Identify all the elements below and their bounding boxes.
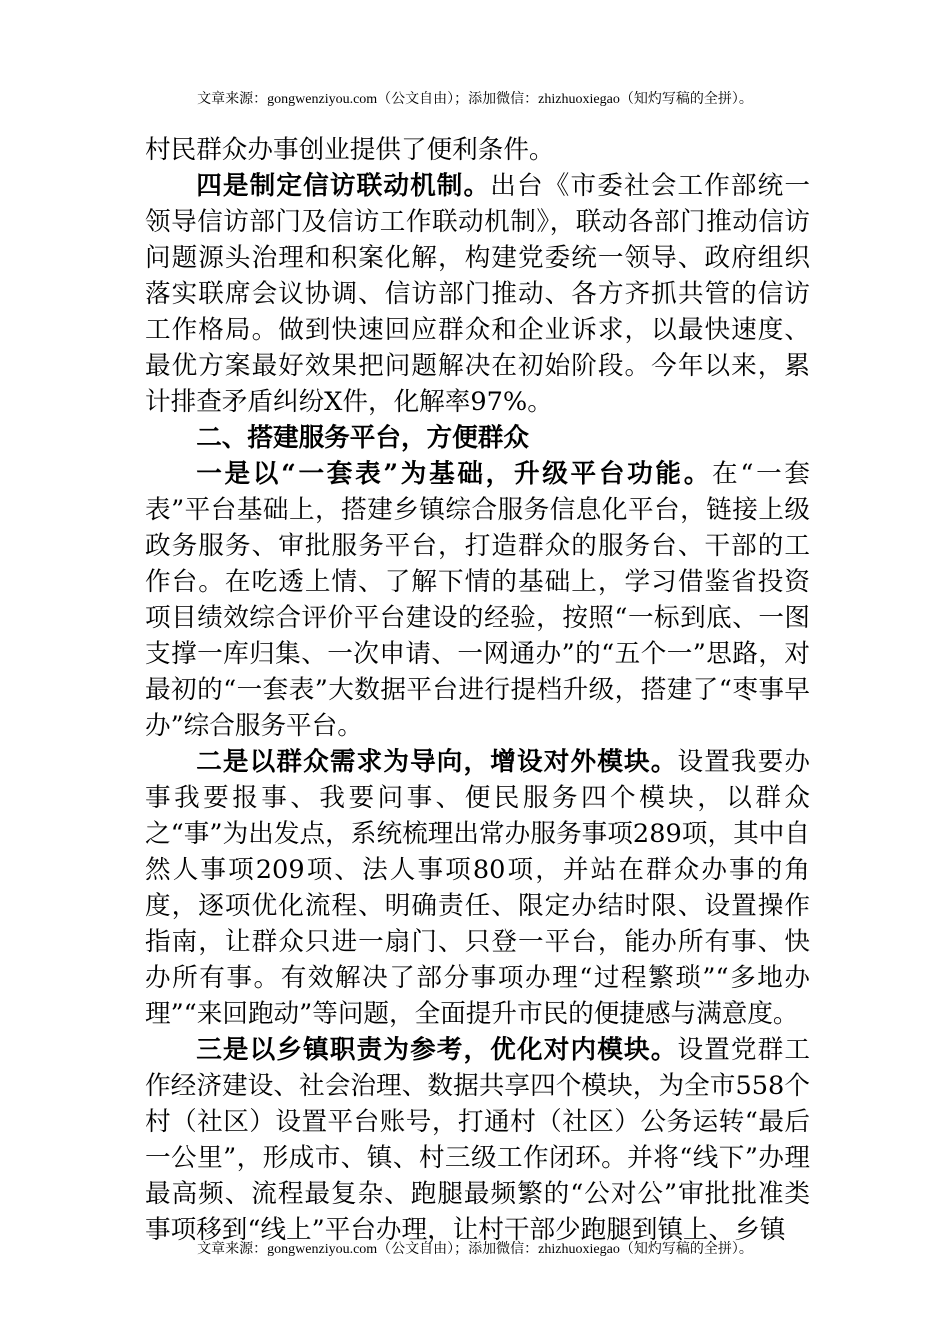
page-footer: 文章来源：gongwenziyou.com（公文自由）；添加微信：zhizhuoxiegao（知灼写稿的全拼）。 [197, 1242, 753, 1257]
paragraph-4 [145, 744, 810, 1032]
paragraph-2-lead: 四是制定信访联动机制。 [196, 171, 491, 201]
paragraph-1: 村民群众办事创业提供了便利条件。 [145, 135, 555, 165]
paragraph-5-lead: 三是以乡镇职责为参考，优化对内模块。 [196, 1035, 678, 1065]
paragraph-3-text: 在“一套表”平台基础上，搭建乡镇综合服务信息化平台，链接上级政务服务、审批服务平台，打造群众的服务台、干部的工作台。在吃透上情、了解下情的基础上，学习借鉴省投资项目绩效综合评价平台建设的经验，按照“一标到底、一图支撑一库归集、一次申请、一网通办”的“五个一”思路，对最初的“一套表”大数据平台进行提档升级，搭建了“枣事早办”综合服务平台。 [145, 459, 810, 741]
section-heading: 二、搭建服务平台，方便群众 [196, 423, 529, 453]
document-body [145, 132, 810, 1248]
paragraph-4-text: 设置我要办事我要报事、我要问事、便民服务四个模块，以群众之“事”为出发点，系统梳理出常办服务事项289项，其中自然人事项209项、法人事项80项，并站在群众办事的角度，逐项优化流程、明确责任、限定办结时限、设置操作指南，让群众只进一扇门、只登一平台，能办所有事、快办所有事。有效解决了部分事项办理“过程繁琐”“多地办理”“来回跑动”等问题，全面提升市民的便捷感与满意度。 [145, 747, 810, 1029]
paragraph-3 [145, 456, 810, 744]
paragraph-2 [145, 168, 810, 420]
paragraph-3-lead: 一是以“一套表”为基础，升级平台功能。 [196, 459, 713, 489]
paragraph-5-text: 设置党群工作经济建设、社会治理、数据共享四个模块，为全市558个村（社区）设置平台账号，打通村（社区）公务运转“最后一公里”，形成市、镇、村三级工作闭环。并将“线下”办理最高频、流程最复杂、跑腿最频繁的“公对公”审批批准类事项移到“线上”平台办理，让村干部少跑腿到镇上、乡镇 [145, 1035, 810, 1245]
page-header: 文章来源：gongwenziyou.com（公文自由）；添加微信：zhizhuoxiegao（知灼写稿的全拼）。 [197, 92, 753, 107]
paragraph-5 [145, 1032, 810, 1248]
paragraph-2-text: 出台《市委社会工作部统一领导信访部门及信访工作联动机制》，联动各部门推动信访问题源头治理和积案化解，构建党委统一领导、政府组织落实联席会议协调、信访部门推动、各方齐抓共管的信访工作格局。做到快速回应群众和企业诉求，以最快速度、最优方案最好效果把问题解决在初始阶段。今年以来，累计排查矛盾纠纷X件，化解率97%。 [145, 171, 810, 417]
paragraph-4-lead: 二是以群众需求为导向，增设对外模块。 [196, 747, 678, 777]
